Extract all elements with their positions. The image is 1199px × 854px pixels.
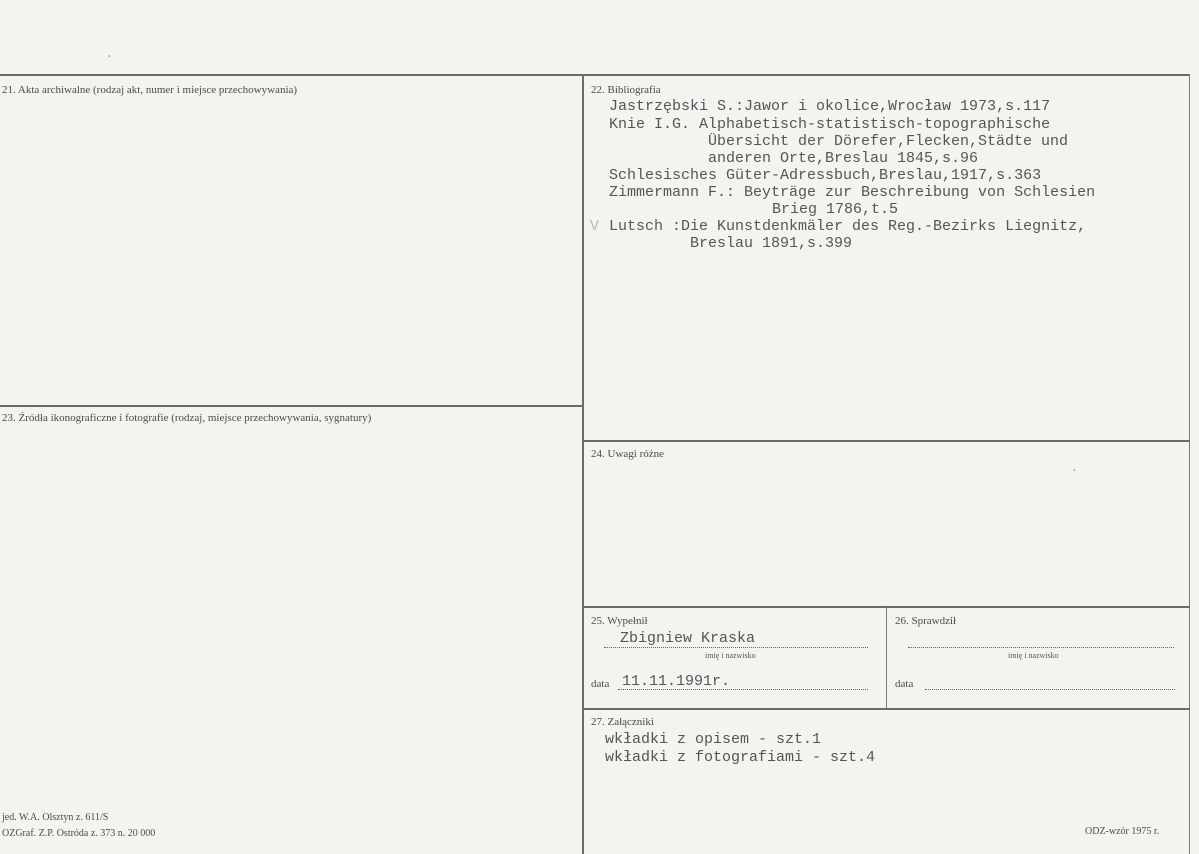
- section-21-label: 21. Akta archiwalne (rodzaj akt, numer i miejsce przechowywania): [2, 84, 298, 96]
- section-25-label: 25. Wypełnił: [591, 615, 648, 627]
- bibliography-line-2: Knie I.G. Alphabetisch-statistisch-topographische: [609, 116, 1051, 133]
- bibliography-line-3: Übersicht der Dörefer,Flecken,Städte und: [708, 133, 1069, 150]
- bibliography-line-1: Jastrzębski S.:Jawor i okolice,Wrocław 1973,s.117: [609, 98, 1051, 115]
- right-rule-25-27: [583, 708, 1190, 710]
- right-rule-22-24: [583, 440, 1190, 442]
- bibliography-line-9: Breslau 1891,s.399: [690, 235, 853, 252]
- checked-by-name-caption: imię i nazwisko: [1008, 651, 1059, 660]
- print-info-line-1: jed. W.A. Olsztyn z. 611/S: [2, 812, 109, 823]
- checked-by-name-line: [908, 647, 1174, 648]
- filled-by-date: 11.11.1991r.: [622, 673, 731, 690]
- top-rule: [0, 74, 1190, 76]
- bibliography-line-4: anderen Orte,Breslau 1845,s.96: [708, 150, 979, 167]
- filled-by-name-caption: imię i nazwisko: [705, 651, 756, 660]
- checked-by-date-label: data: [895, 678, 914, 690]
- filled-by-name: Zbigniew Kraska: [620, 630, 756, 647]
- section-24-label: 24. Uwagi różne: [591, 448, 665, 460]
- bibliography-line-7: Brieg 1786,t.5: [772, 201, 899, 218]
- divider-25-26: [886, 607, 887, 708]
- bibliography-margin-mark: V: [590, 218, 600, 235]
- filled-by-name-line: [604, 647, 868, 648]
- paper-speck: •: [1073, 466, 1076, 475]
- attachment-line-2: wkładki z fotografiami - szt.4: [605, 749, 876, 766]
- section-23-label: 23. Źródła ikonograficzne i fotografie (rodzaj, miejsce przechowywania, sygnatury): [2, 412, 372, 424]
- bibliography-line-6: Zimmermann F.: Beyträge zur Beschreibung von Schlesien: [609, 184, 1096, 201]
- paper-speck: •: [108, 52, 111, 61]
- center-divider: [582, 75, 584, 854]
- section-26-label: 26. Sprawdził: [895, 615, 957, 627]
- form-template-id: ODZ-wzór 1975 r.: [1085, 826, 1160, 837]
- filled-by-date-line: [618, 689, 868, 690]
- checked-by-date-line: [925, 689, 1175, 690]
- attachment-line-1: wkładki z opisem - szt.1: [605, 731, 822, 748]
- filled-by-date-label: data: [591, 678, 610, 690]
- bibliography-line-8: Lutsch :Die Kunstdenkmäler des Reg.-Bezirks Liegnitz,: [609, 218, 1087, 235]
- left-mid-rule: [0, 405, 583, 407]
- section-27-label: 27. Załączniki: [591, 716, 654, 728]
- right-edge-rule: [1189, 75, 1190, 854]
- bibliography-line-5: Schlesisches Güter-Adressbuch,Breslau,1917,s.363: [609, 167, 1042, 184]
- section-22-label: 22. Bibliografia: [591, 84, 661, 96]
- print-info-line-2: OZGraf. Z.P. Ostróda z. 373 n. 20 000: [2, 828, 156, 839]
